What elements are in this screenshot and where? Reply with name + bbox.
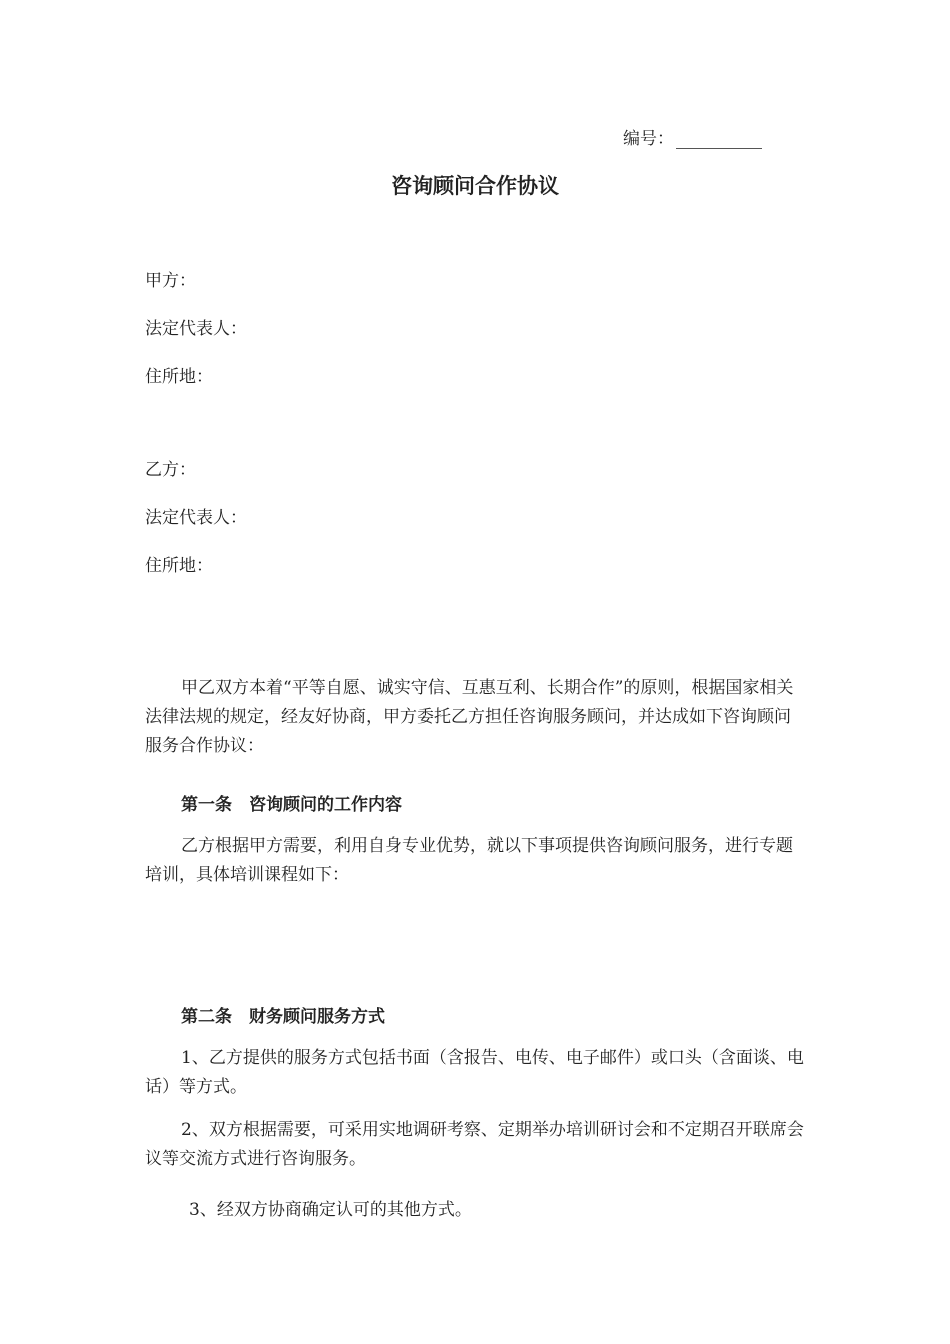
party-a-label: 甲方：	[145, 271, 196, 291]
party-a-representative-label: 法定代表人：	[145, 319, 247, 339]
party-b-label: 乙方：	[145, 460, 196, 480]
article1-body: 乙方根据甲方需要，利用自身专业优势，就以下事项提供咨询顾问服务，进行专题培训，具体培训课程如下：	[145, 836, 793, 885]
article2-heading: 第二条 财务顾问服务方式	[181, 1007, 385, 1027]
party-a-address-label: 住所地：	[145, 367, 213, 387]
document-number-blank[interactable]	[676, 130, 762, 149]
party-b-representative-label: 法定代表人：	[145, 508, 247, 528]
party-b-address-label: 住所地：	[145, 556, 213, 576]
article2-item-1: 1、乙方提供的服务方式包括书面（含报告、电传、电子邮件）或口头（含面谈、电话）等方式。	[145, 1048, 804, 1097]
intro-paragraph: 甲乙双方本着“平等自愿、诚实守信、互惠互利、长期合作”的原则，根据国家相关法律法规的规定，经友好协商，甲方委托乙方担任咨询服务顾问，并达成如下咨询顾问服务合作协议：	[145, 678, 794, 756]
article2-item-2: 2、双方根据需要，可采用实地调研考察、定期举办培训研讨会和不定期召开联席会议等交流方式进行咨询服务。	[145, 1120, 804, 1169]
document-title: 咨询顾问合作协议	[391, 173, 559, 198]
document-number-label: 编号：	[623, 129, 674, 149]
article2-item-3: 3、经双方协商确定认可的其他方式。	[189, 1200, 472, 1220]
article1-heading: 第一条 咨询顾问的工作内容	[181, 795, 402, 815]
document-number	[623, 124, 762, 149]
